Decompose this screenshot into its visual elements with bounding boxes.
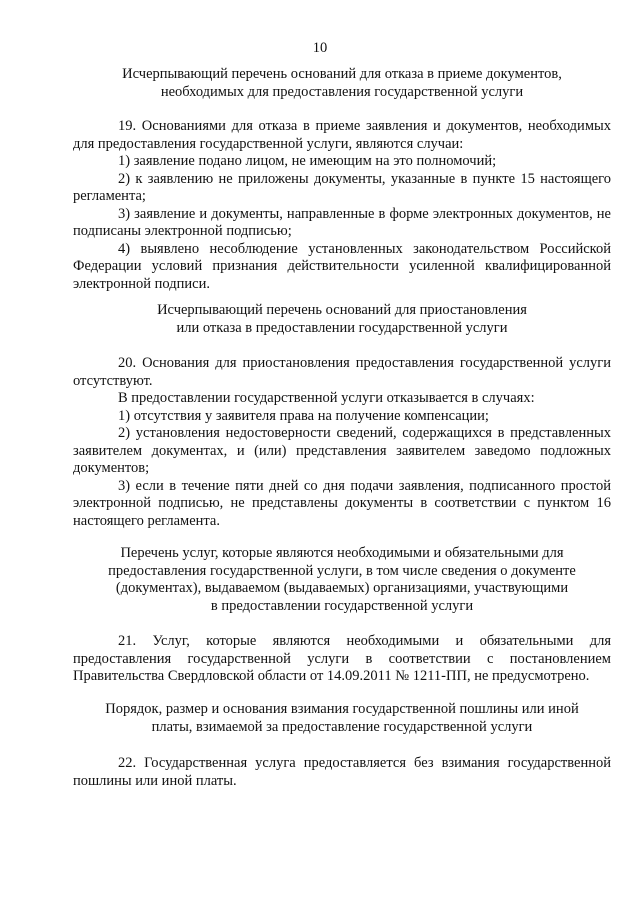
list-item: 1) отсутствия у заявителя права на получение компенсации;	[118, 407, 489, 424]
heading-line: Исчерпывающий перечень оснований для приостановления	[157, 302, 527, 318]
heading-line: или отказа в предоставлении государственной услуги	[176, 319, 508, 336]
section-heading	[73, 701, 611, 736]
heading-line: предоставления государственной услуги, в том числе сведения о документе	[108, 562, 576, 579]
paragraph-21: 21. Услуг, которые являются необходимыми и обязательными для предоставления государственной услуги в соответствии с постановлением Правительства Свердловской области от 14.09.2011 № 1211-ПП, не предусмотрено.	[73, 633, 611, 684]
heading-line: необходимых для предоставления государственной услуги	[160, 83, 524, 100]
heading-line: Перечень услуг, которые являются необходимыми и обязательными для	[120, 545, 564, 561]
list-item: 2) к заявлению не приложены документы, указанные в пункте 15 настоящего регламента;	[73, 170, 611, 204]
heading-line: Исчерпывающий перечень оснований для отказа в приеме документов,	[122, 66, 562, 82]
section-body	[73, 355, 611, 530]
heading-line: в предоставлении государственной услуги	[210, 597, 474, 614]
list-item: 3) если в течение пяти дней со дня подачи заявления, подписанного простой электронной подписью, не представлены документы в соответствии с пунктом 16 настоящего регламента.	[73, 477, 611, 529]
heading-line: Порядок, размер и основания взимания государственной пошлины или иной	[105, 701, 579, 717]
section-state-fee	[73, 701, 611, 736]
section-body	[73, 118, 611, 293]
section-body	[73, 633, 611, 686]
section-heading	[73, 302, 611, 337]
heading-line: платы, взимаемой за предоставление государственной услуги	[151, 718, 533, 735]
page-number: 10	[312, 40, 328, 56]
paragraph-19: 19. Основаниями для отказа в приеме заявления и документов, необходимых для предоставления государственной услуги, являются случаи:	[73, 118, 611, 152]
section-heading	[73, 66, 611, 101]
paragraph: В предоставлении государственной услуги отказывается в случаях:	[118, 390, 535, 406]
section-suspension-refusal	[73, 302, 611, 337]
paragraph-22: 22. Государственная услуга предоставляется без взимания государственной пошлины или иной платы.	[73, 755, 611, 789]
list-item: 1) заявление подано лицом, не имеющим на это полномочий;	[118, 153, 497, 169]
heading-line: (документах), выдаваемом (выдаваемых) организациями, участвующими	[115, 580, 569, 596]
section-body	[73, 755, 611, 790]
section-refusal-acceptance	[73, 66, 611, 101]
list-item: 2) установления недостоверности сведений, содержащихся в представленных заявителем документах, и (или) представления заявителем заведомо подложных документов;	[73, 425, 611, 476]
list-item: 4) выявлено несоблюдение установленных законодательством Российской Федерации условий признания действительности усиленной квалифицированной электронной подписи.	[73, 240, 611, 292]
paragraph-20: 20. Основания для приостановления предоставления государственной услуги отсутствуют.	[73, 355, 611, 389]
section-heading	[73, 545, 611, 615]
section-necessary-services	[73, 545, 611, 615]
list-item: 3) заявление и документы, направленные в форме электронных документов, не подписаны электронной подписью;	[73, 205, 611, 239]
